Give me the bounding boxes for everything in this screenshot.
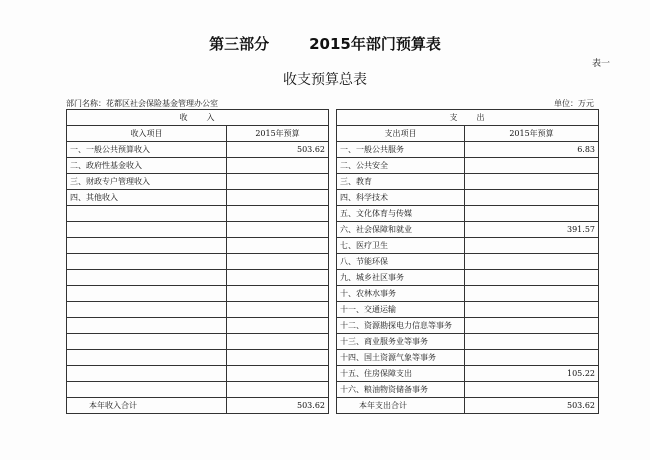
table-row (67, 254, 599, 270)
expense-budget-cell (465, 382, 599, 398)
table-row (67, 270, 599, 286)
income-budget-cell: 503.62 (227, 142, 329, 158)
column-gap (329, 158, 337, 174)
department-name: 部门名称：花都区社会保险基金管理办公室 (66, 99, 218, 108)
income-budget-header: 2015年预算 (227, 126, 329, 142)
column-header-row (67, 126, 599, 142)
column-gap (329, 302, 337, 318)
income-budget-cell (227, 222, 329, 238)
expense-item-cell: 五、文化体育与传媒 (337, 206, 465, 222)
column-gap (329, 366, 337, 382)
column-gap (329, 286, 337, 302)
expense-item-cell: 十一、交通运输 (337, 302, 465, 318)
income-item-header: 收入项目 (67, 126, 227, 142)
column-gap (329, 222, 337, 238)
section-label: 第三部分 (209, 35, 270, 53)
table-row (67, 382, 599, 398)
income-budget-cell (227, 382, 329, 398)
table-row (67, 318, 599, 334)
table-title: 收支预算总表 (283, 72, 367, 88)
income-item-cell (67, 286, 227, 302)
income-item-cell (67, 334, 227, 350)
column-gap (329, 174, 337, 190)
expense-item-cell: 十三、商业服务业等事务 (337, 334, 465, 350)
income-item-cell: 二、政府性基金收入 (67, 158, 227, 174)
expense-total-label: 本年支出合计 (337, 398, 465, 414)
expense-budget-cell (465, 270, 599, 286)
expense-item-cell: 四、科学技术 (337, 190, 465, 206)
table-row (67, 174, 599, 190)
expense-budget-cell (465, 158, 599, 174)
expense-item-cell: 一、一般公共服务 (337, 142, 465, 158)
income-item-cell (67, 238, 227, 254)
expense-item-cell: 六、社会保障和就业 (337, 222, 465, 238)
income-item-cell (67, 382, 227, 398)
income-item-cell: 一、一般公共预算收入 (67, 142, 227, 158)
page-heading (0, 33, 650, 54)
table-row (67, 286, 599, 302)
expense-item-cell: 三、教育 (337, 174, 465, 190)
expense-item-cell: 十五、住房保障支出 (337, 366, 465, 382)
income-budget-cell (227, 350, 329, 366)
expense-item-cell: 八、节能环保 (337, 254, 465, 270)
income-budget-cell (227, 206, 329, 222)
column-gap (329, 126, 337, 142)
expense-group-header: 支 出 (337, 110, 599, 126)
expense-budget-header: 2015年预算 (465, 126, 599, 142)
income-budget-cell (227, 174, 329, 190)
column-gap (329, 206, 337, 222)
income-item-cell (67, 206, 227, 222)
expense-budget-cell (465, 254, 599, 270)
income-total-value: 503.62 (227, 398, 329, 414)
column-gap (329, 382, 337, 398)
column-gap (329, 334, 337, 350)
total-row (67, 398, 599, 414)
column-gap (329, 318, 337, 334)
table-id: 表一 (591, 59, 610, 69)
income-item-cell: 三、财政专户管理收入 (67, 174, 227, 190)
income-item-cell (67, 350, 227, 366)
column-gap (329, 270, 337, 286)
table-row (67, 206, 599, 222)
expense-item-cell: 十六、粮油物资储备事务 (337, 382, 465, 398)
group-header-row (67, 110, 599, 126)
table-row (67, 302, 599, 318)
expense-item-cell: 二、公共安全 (337, 158, 465, 174)
document-title: 2015年部门预算表 (309, 35, 441, 53)
unit-label: 单位：万元 (554, 99, 594, 108)
income-budget-cell (227, 318, 329, 334)
expense-item-header: 支出项目 (337, 126, 465, 142)
column-gap (329, 190, 337, 206)
expense-total-value: 503.62 (465, 398, 599, 414)
income-item-cell (67, 270, 227, 286)
table-row (67, 222, 599, 238)
income-budget-cell (227, 334, 329, 350)
income-budget-cell (227, 366, 329, 382)
income-budget-cell (227, 254, 329, 270)
expense-budget-cell (465, 238, 599, 254)
income-item-cell: 四、其他收入 (67, 190, 227, 206)
income-budget-cell (227, 238, 329, 254)
expense-item-cell: 十、农林水事务 (337, 286, 465, 302)
income-budget-cell (227, 286, 329, 302)
table-row (67, 158, 599, 174)
column-gap (329, 398, 337, 414)
column-gap (329, 350, 337, 366)
table-row (67, 366, 599, 382)
income-budget-cell (227, 190, 329, 206)
income-item-cell (67, 318, 227, 334)
expense-budget-cell (465, 318, 599, 334)
expense-budget-cell (465, 302, 599, 318)
expense-item-cell: 十四、国土资源气象等事务 (337, 350, 465, 366)
expense-budget-cell (465, 286, 599, 302)
expense-item-cell: 七、医疗卫生 (337, 238, 465, 254)
expense-item-cell: 十二、资源勘探电力信息等事务 (337, 318, 465, 334)
expense-budget-cell: 6.83 (465, 142, 599, 158)
income-item-cell (67, 302, 227, 318)
expense-budget-cell (465, 190, 599, 206)
table-row (67, 142, 599, 158)
expense-budget-cell (465, 350, 599, 366)
column-gap (329, 254, 337, 270)
expense-budget-cell (465, 334, 599, 350)
expense-item-cell: 九、城乡社区事务 (337, 270, 465, 286)
income-total-label: 本年收入合计 (67, 398, 227, 414)
table-row (67, 238, 599, 254)
budget-table (66, 109, 599, 414)
table-row (67, 190, 599, 206)
income-budget-cell (227, 270, 329, 286)
expense-budget-cell: 105.22 (465, 366, 599, 382)
income-budget-cell (227, 302, 329, 318)
income-group-header: 收 入 (67, 110, 329, 126)
income-budget-cell (227, 158, 329, 174)
column-gap (329, 110, 337, 126)
table-row (67, 334, 599, 350)
expense-budget-cell (465, 174, 599, 190)
income-item-cell (67, 222, 227, 238)
expense-budget-cell: 391.57 (465, 222, 599, 238)
column-gap (329, 238, 337, 254)
table-row (67, 350, 599, 366)
expense-budget-cell (465, 206, 599, 222)
income-item-cell (67, 254, 227, 270)
column-gap (329, 142, 337, 158)
income-item-cell (67, 366, 227, 382)
